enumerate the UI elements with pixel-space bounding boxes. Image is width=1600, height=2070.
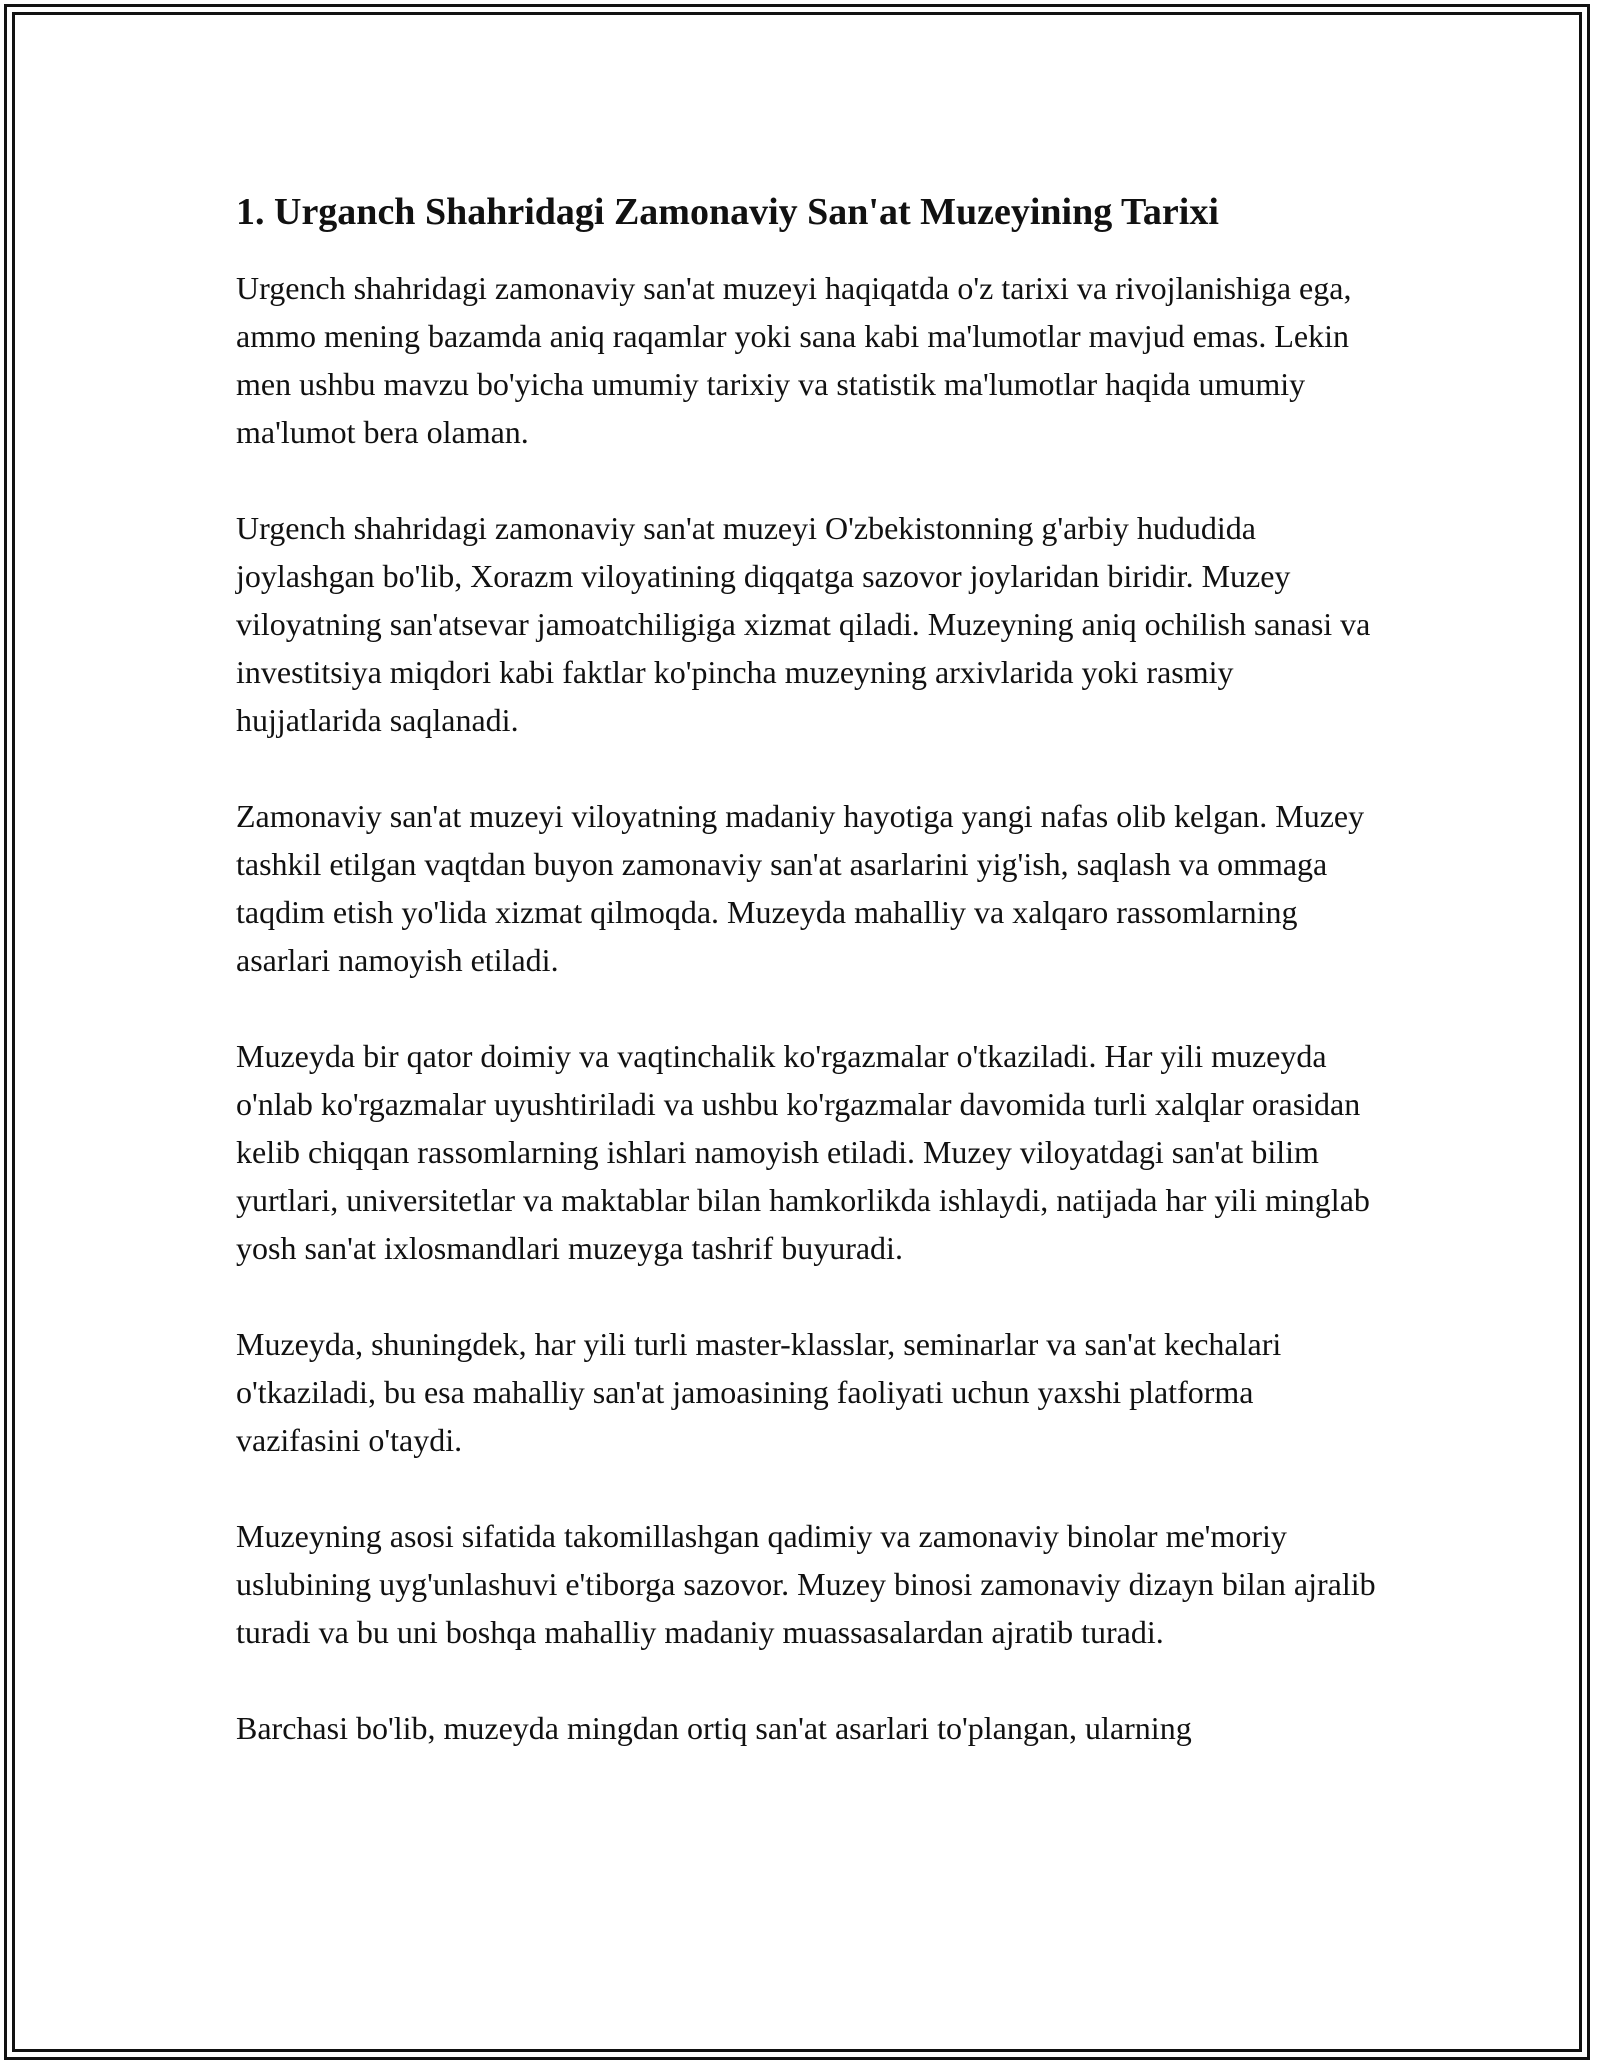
paragraph-4: Muzeyda bir qator doimiy va vaqtinchalik ko'rgazmalar o'tkaziladi. Har yili muzeyda o'nlab ko'rgazmalar uyushtiriladi va ushbu ko'rgazmalar davomida turli xalqlar orasidan kelib chiqqan rassomlarning ishlari namoyish etiladi. Muzey viloyatdagi san'at bilim yurtlari, universitetlar va maktablar bilan hamkorlikda ishlaydi, natijada har yili minglab yosh san'at ixlosmandlari muzeyga tashrif buyuradi. xyxy=(236,1038,1370,1266)
paragraph-6: Muzeyning asosi sifatida takomillashgan qadimiy va zamonaviy binolar me'moriy uslubining uyg'unlashuvi e'tiborga sazovor. Muzey binosi zamonaviy dizayn bilan ajralib turadi va bu uni boshqa mahalliy madaniy muassasalardan ajratib turadi. xyxy=(236,1518,1376,1650)
document-body xyxy=(236,186,1376,1752)
paragraph-1: Urgench shahridagi zamonaviy san'at muzeyi haqiqatda o'z tarixi va rivojlanishiga ega, ammo mening bazamda aniq raqamlar yoki sana kabi ma'lumotlar mavjud emas. Lekin men ushbu mavzu bo'yicha umumiy tarixiy va statistik ma'lumotlar haqida umumiy ma'lumot bera olaman. xyxy=(236,270,1352,450)
paragraph-5: Muzeyda, shuningdek, har yili turli master-klasslar, seminarlar va san'at kechalari o'tkaziladi, bu esa mahalliy san'at jamoasining faoliyati uchun yaxshi platforma vazifasini o'taydi. xyxy=(236,1326,1282,1458)
paragraph-2: Urgench shahridagi zamonaviy san'at muzeyi O'zbekistonning g'arbiy hududida joylashgan bo'lib, Xorazm viloyatining diqqatga sazovor joylaridan biridir. Muzey viloyatning san'atsevar jamoatchiligiga xizmat qiladi. Muzeyning aniq ochilish sanasi va investitsiya miqdori kabi faktlar ko'pincha muzeyning arxivlarida yoki rasmiy hujjatlarida saqlanadi. xyxy=(236,510,1371,738)
document-heading: 1. Urganch Shahridagi Zamonaviy San'at Muzeyining Tarixi xyxy=(236,191,1219,233)
paragraph-7: Barchasi bo'lib, muzeyda mingdan ortiq san'at asarlari to'plangan, ularning xyxy=(236,1710,1192,1746)
paragraph-3: Zamonaviy san'at muzeyi viloyatning madaniy hayotiga yangi nafas olib kelgan. Muzey tashkil etilgan vaqtdan buyon zamonaviy san'at asarlarini yig'ish, saqlash va ommaga taqdim etish yo'lida xizmat qilmoqda. Muzeyda mahalliy va xalqaro rassomlarning asarlari namoyish etiladi. xyxy=(236,798,1365,978)
